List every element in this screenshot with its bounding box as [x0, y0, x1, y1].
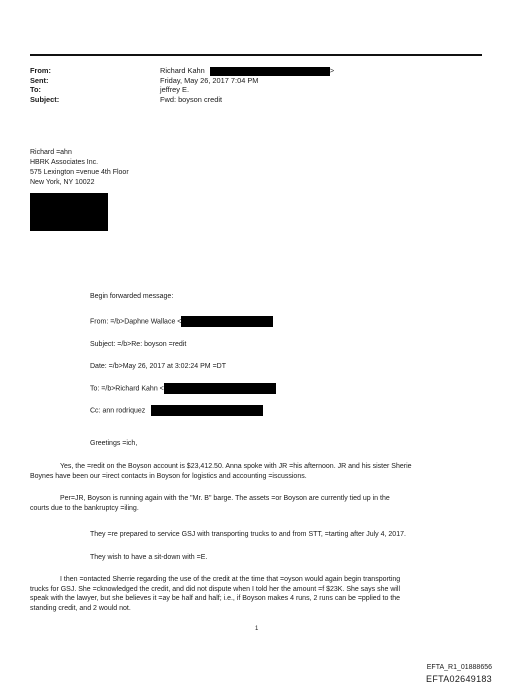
- redaction-block: [30, 193, 108, 231]
- greeting: Greetings =ich,: [90, 440, 138, 447]
- redaction-block: [151, 405, 263, 416]
- forward-date: Date: =/b>May 26, 2017 at 3:02:24 PM =DT: [90, 363, 226, 370]
- forward-subject: Subject: =/b>Re: boyson =redit: [90, 341, 187, 348]
- signature-name: Richard =ahn: [30, 149, 72, 156]
- forward-to: To: =/b>Richard Kahn <: [90, 383, 276, 394]
- paragraph-1: Yes, the =redit on the Boyson account is $23,412.50. Anna spoke with JR =his afternoon. JR and his sister Sherie Boynes have been our =irect contacts in Boyson for logistics and accounting =iscussions.: [30, 463, 412, 480]
- redaction-block: [181, 316, 273, 327]
- subject-label: Subject:: [30, 94, 60, 104]
- bates-number-small: EFTA_R1_01888656: [426, 664, 492, 671]
- sent-row: [30, 76, 334, 86]
- paragraph-4: They wish to have a sit-down with =E.: [90, 554, 208, 561]
- signature-city: New York, NY 10022: [30, 179, 95, 186]
- email-header: [30, 66, 334, 104]
- bates-number-large: EFTA02649183: [426, 674, 492, 684]
- forward-intro: Begin forwarded message:: [90, 293, 174, 300]
- from-label: From:: [30, 66, 51, 75]
- redaction-block: [210, 67, 330, 76]
- forward-from: From: =/b>Daphne Wallace <: [90, 316, 273, 327]
- signature-block: [30, 148, 129, 188]
- to-label: To:: [30, 85, 41, 95]
- signature-company: HBRK Associates Inc.: [30, 159, 99, 166]
- subject-value: Fwd: boyson credit: [160, 94, 223, 104]
- paragraph-3: They =re prepared to service GSJ with transporting trucks to and from STT, =tarting after July 4, 2017.: [90, 531, 406, 538]
- signature-address: 575 Lexington =venue 4th Floor: [30, 169, 129, 176]
- page-number: 1: [255, 626, 259, 632]
- header-rule: [30, 54, 482, 56]
- redaction-block: [164, 383, 276, 394]
- from-row: [30, 66, 334, 76]
- to-value: jeffrey E.: [160, 85, 190, 95]
- from-value: Richard Kahn >: [160, 66, 335, 75]
- subject-row: [30, 95, 334, 105]
- paragraph-2: Per=JR, Boyson is running again with the "Mr. B" barge. The assets =or Boyson are currently tied up in the courts due to the bankruptcy =iling.: [30, 495, 390, 512]
- sent-label: Sent:: [30, 75, 49, 85]
- sent-value: Friday, May 26, 2017 7:04 PM: [160, 75, 259, 85]
- paragraph-5: I then =ontacted Sherrie regarding the use of the credit at the time that =oyson would again begin transporting trucks for GSJ. She =cknowledged the credit, and did not dispute when I told her the amount =f $23K. She says she will speak with the lawyer, but she believes it =ay be half and half; i.e., if Boyson makes 4 runs, 2 runs can be =pplied to the standing credit, and 2 would not.: [30, 576, 401, 612]
- to-row: [30, 85, 334, 95]
- forward-cc: Cc: ann rodriquez: [90, 405, 263, 416]
